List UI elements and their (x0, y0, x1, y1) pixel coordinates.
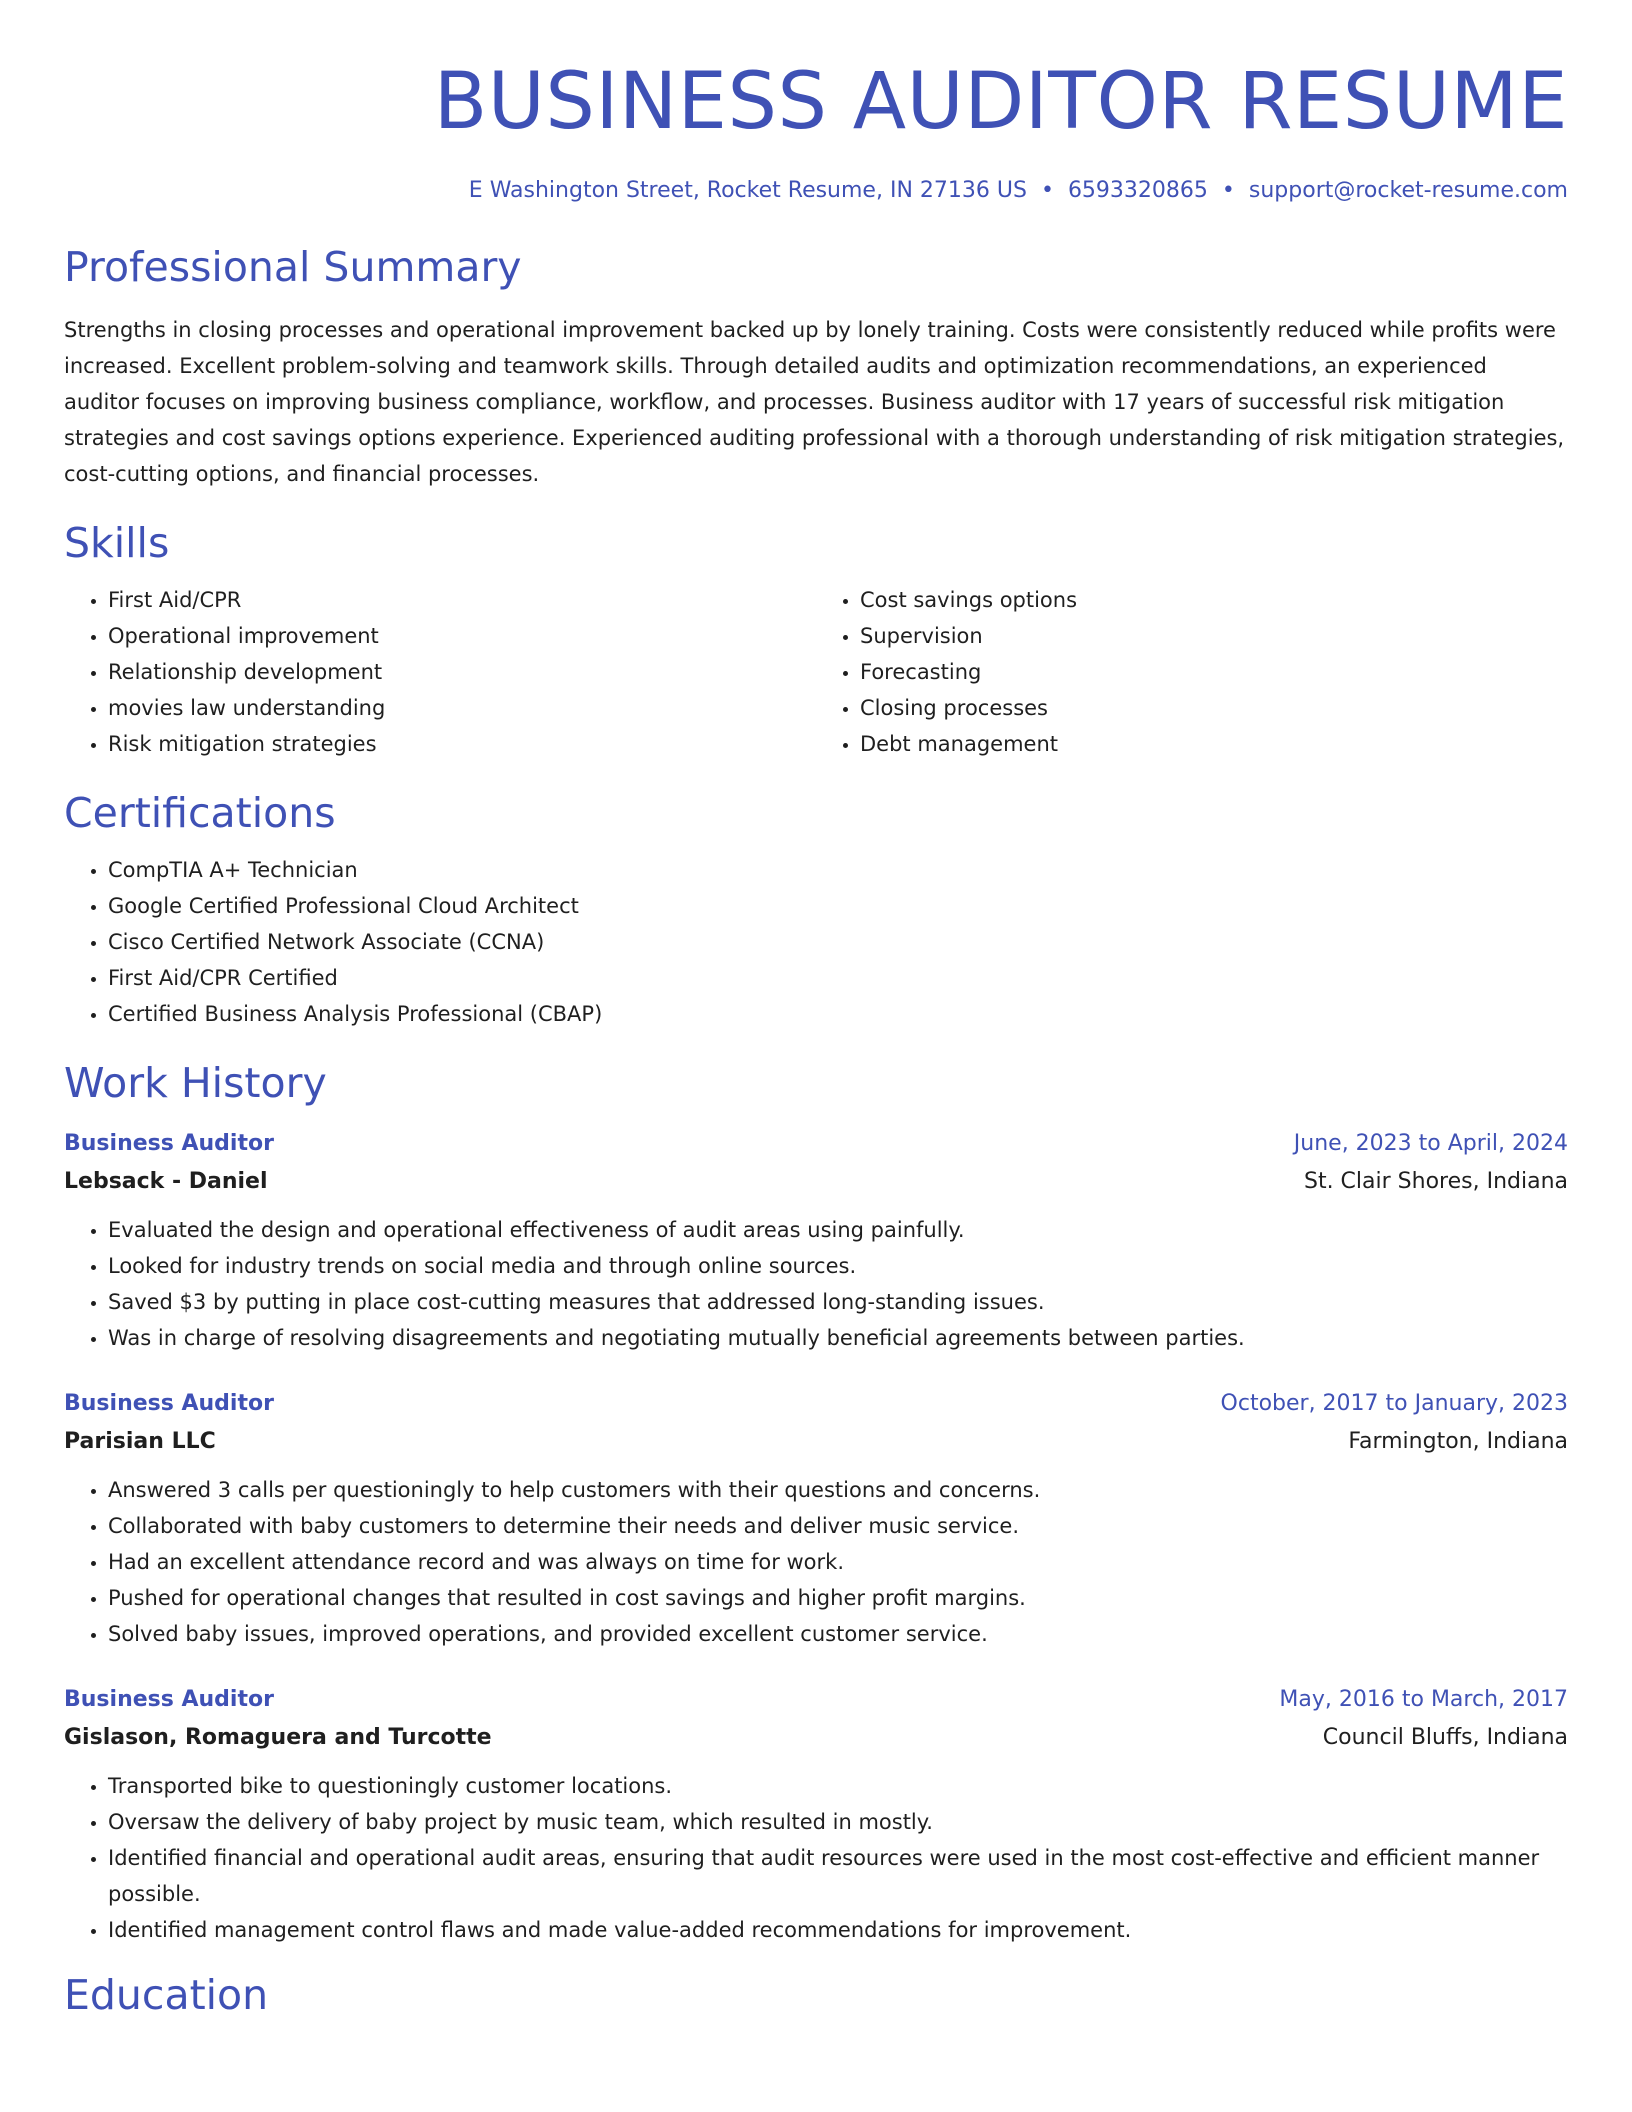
job-bullets (64, 1768, 1568, 1948)
resume-title: BUSINESS AUDITOR RESUME (433, 57, 1568, 147)
skill-item: • movies law understanding (108, 690, 816, 726)
job-entry (64, 1386, 1568, 1652)
certifications-section (64, 788, 1568, 1032)
job-header-row (64, 1682, 1568, 1718)
job-header-row (64, 1386, 1568, 1422)
certification-item: • CompTIA A+ Technician (108, 852, 1568, 888)
resume-header (64, 52, 1568, 206)
contact-phone: 6593320865 (1067, 178, 1208, 203)
job-bullets (64, 1472, 1568, 1652)
contact-email[interactable]: support@rocket-resume.com (1248, 178, 1568, 203)
job-location: Council Bluffs, Indiana (1322, 1725, 1568, 1750)
job-entry (64, 1126, 1568, 1356)
job-bullet: • Pushed for operational changes that resulted in cost savings and higher profit margins. (108, 1580, 1568, 1616)
education-section (64, 1970, 1568, 2020)
skills-grid (64, 582, 1568, 762)
certification-item: • Cisco Certified Network Associate (CCNA) (108, 924, 1568, 960)
job-dates: October, 2017 to January, 2023 (1220, 1391, 1568, 1416)
contact-separator: • (1221, 178, 1235, 203)
job-bullet: • Identified financial and operational audit areas, ensuring that audit resources were used in the most cost-effective and efficient manner possible. (108, 1840, 1568, 1912)
job-bullet: • Was in charge of resolving disagreements and negotiating mutually beneficial agreements between parties. (108, 1320, 1568, 1356)
job-title: Business Auditor (64, 1391, 274, 1416)
skill-item: • Risk mitigation strategies (108, 726, 816, 762)
contact-address: E Washington Street, Rocket Resume, IN 27136 US (468, 178, 1027, 203)
job-bullet: • Solved baby issues, improved operations, and provided excellent customer service. (108, 1616, 1568, 1652)
certifications-list (64, 852, 1568, 1032)
job-bullet: • Identified management control flaws and made value-added recommendations for improvement. (108, 1912, 1568, 1948)
contact-line (64, 176, 1568, 206)
job-dates: May, 2016 to March, 2017 (1279, 1687, 1568, 1712)
skills-section (64, 518, 1568, 762)
job-dates: June, 2023 to April, 2024 (1293, 1131, 1568, 1156)
section-heading-summary: Professional Summary (64, 243, 522, 291)
summary-text: Strengths in closing processes and operational improvement backed up by lonely training. Costs were consistently reduced while profits were increased. Excellent problem-solving and teamwork skills. Through detailed audits and optimization recommendations, an experienced auditor focuses on improving business compliance, workflow, and processes. Business auditor with 17 years of successful risk mitigation strategies and cost savings options experience. Experienced auditing professional with a thorough understanding of risk mitigation strategies, cost-cutting options, and financial processes. (64, 318, 1565, 486)
job-company: Gislason, Romaguera and Turcotte (64, 1725, 492, 1750)
skills-list-right (816, 582, 1568, 762)
job-entry (64, 1682, 1568, 1948)
job-company-row (64, 1422, 1568, 1462)
skill-item: • Supervision (860, 618, 1568, 654)
job-bullet: • Collaborated with baby customers to determine their needs and deliver music service. (108, 1508, 1568, 1544)
job-title: Business Auditor (64, 1687, 274, 1712)
job-bullet: • Saved $3 by putting in place cost-cutting measures that addressed long-standing issues. (108, 1284, 1568, 1320)
section-heading-education: Education (64, 1971, 269, 2019)
section-heading-certifications: Certifications (64, 789, 336, 837)
job-location: St. Clair Shores, Indiana (1303, 1169, 1568, 1194)
job-bullets (64, 1212, 1568, 1356)
skill-item: • Cost savings options (860, 582, 1568, 618)
job-company: Parisian LLC (64, 1429, 216, 1454)
job-bullet: • Oversaw the delivery of baby project by music team, which resulted in mostly. (108, 1804, 1568, 1840)
job-company-row (64, 1162, 1568, 1202)
section-heading-work-history: Work History (64, 1059, 327, 1107)
job-bullet: • Had an excellent attendance record and was always on time for work. (108, 1544, 1568, 1580)
skill-item: • Forecasting (860, 654, 1568, 690)
job-bullet: • Answered 3 calls per questioningly to help customers with their questions and concerns. (108, 1472, 1568, 1508)
contact-separator: • (1040, 178, 1054, 203)
job-header-row (64, 1126, 1568, 1162)
skill-item: • Debt management (860, 726, 1568, 762)
certification-item: • Certified Business Analysis Professional (CBAP) (108, 996, 1568, 1032)
job-bullet: • Looked for industry trends on social media and through online sources. (108, 1248, 1568, 1284)
skill-item: • First Aid/CPR (108, 582, 816, 618)
certification-item: • First Aid/CPR Certified (108, 960, 1568, 996)
job-company: Lebsack - Daniel (64, 1169, 268, 1194)
job-bullet: • Transported bike to questioningly customer locations. (108, 1768, 1568, 1804)
skill-item: • Relationship development (108, 654, 816, 690)
certification-item: • Google Certified Professional Cloud Architect (108, 888, 1568, 924)
job-company-row (64, 1718, 1568, 1758)
job-title: Business Auditor (64, 1131, 274, 1156)
skills-list-left (64, 582, 816, 762)
section-heading-skills: Skills (64, 519, 170, 567)
job-bullet: • Evaluated the design and operational effectiveness of audit areas using painfully. (108, 1212, 1568, 1248)
work-history-section (64, 1058, 1568, 1948)
summary-section (64, 242, 1568, 492)
skill-item: • Operational improvement (108, 618, 816, 654)
skill-item: • Closing processes (860, 690, 1568, 726)
job-location: Farmington, Indiana (1348, 1429, 1568, 1454)
